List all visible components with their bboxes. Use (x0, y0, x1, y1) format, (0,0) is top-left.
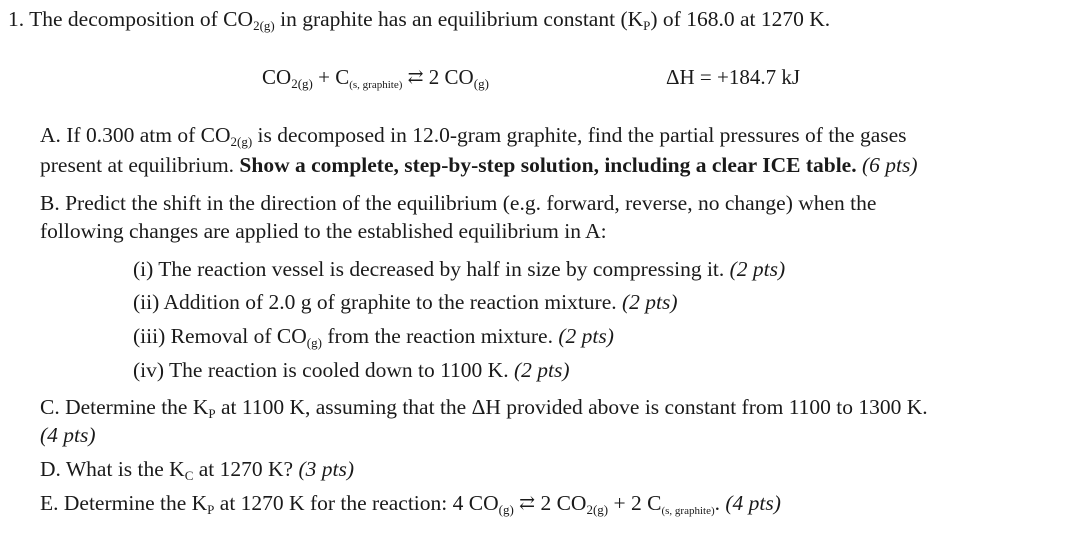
part-b-item-i: (i) The reaction vessel is decreased by half in size by compressing it. (2 pts) (133, 257, 786, 281)
part-a-points: (6 pts) (861, 153, 918, 177)
equilibrium-arrow-icon: ⇄ (407, 67, 424, 88)
part-c-line-1: C. Determine the $K_P$ at 1100 K, assuming that the ΔH provided above is constant from 1100 to 1300 K. (40, 395, 928, 421)
part-b-line-1: B. Predict the shift in the direction of the equilibrium (e.g. forward, reverse, no change) when the (40, 191, 877, 215)
part-e: E. Determine the $K_P$ at 1270 K for the reaction: 4 $CO_{(g)}$ ⇄ 2 $CO_{2(g)} + 2$ $C_{(s, graphite)}$. (4 pts) (40, 491, 781, 517)
equilibrium-arrow-icon: ⇄ (519, 493, 536, 514)
part-b-line-2: following changes are applied to the established equilibrium in A: (40, 219, 607, 243)
part-c-line-2: (4 pts) (40, 423, 96, 447)
part-d: D. What is the $K_C$ at 1270 K? (3 pts) (40, 457, 355, 483)
part-b-item-ii: (ii) Addition of 2.0 g of graphite to the reaction mixture. (2 pts) (133, 290, 678, 314)
part-a-instruction: Show a complete, step-by-step solution, including a clear ICE table. (239, 153, 857, 177)
part-b-item-iii: (iii) Removal of $CO_{(g)}$ from the reaction mixture. (2 pts) (133, 324, 614, 350)
enthalpy-change: ΔH = +184.7 kJ (666, 65, 801, 89)
problem-number: 1. (8, 7, 25, 31)
part-b-item-iv: (iv) The reaction is cooled down to 1100 K. (2 pts) (133, 358, 570, 382)
part-a-line-2: present at equilibrium. Show a complete, step-by-step solution, including a clear ICE table. (6 pts) (40, 153, 918, 177)
problem-statement: 1. The decomposition of $CO_{2(g)}$ in graphite has an equilibrium constant $(K_P)$ of 168.0 at 1270 K. (8, 7, 831, 33)
part-a-line-1: A. If 0.300 atm of $CO_{2(g)}$ is decomposed in 12.0-gram graphite, find the partial pressures of the gases (40, 123, 907, 149)
reaction-equation: $CO_{2(g)} + C_{(s, graphite)}$ ⇄ 2 $CO_{(g)}$ (262, 65, 489, 91)
